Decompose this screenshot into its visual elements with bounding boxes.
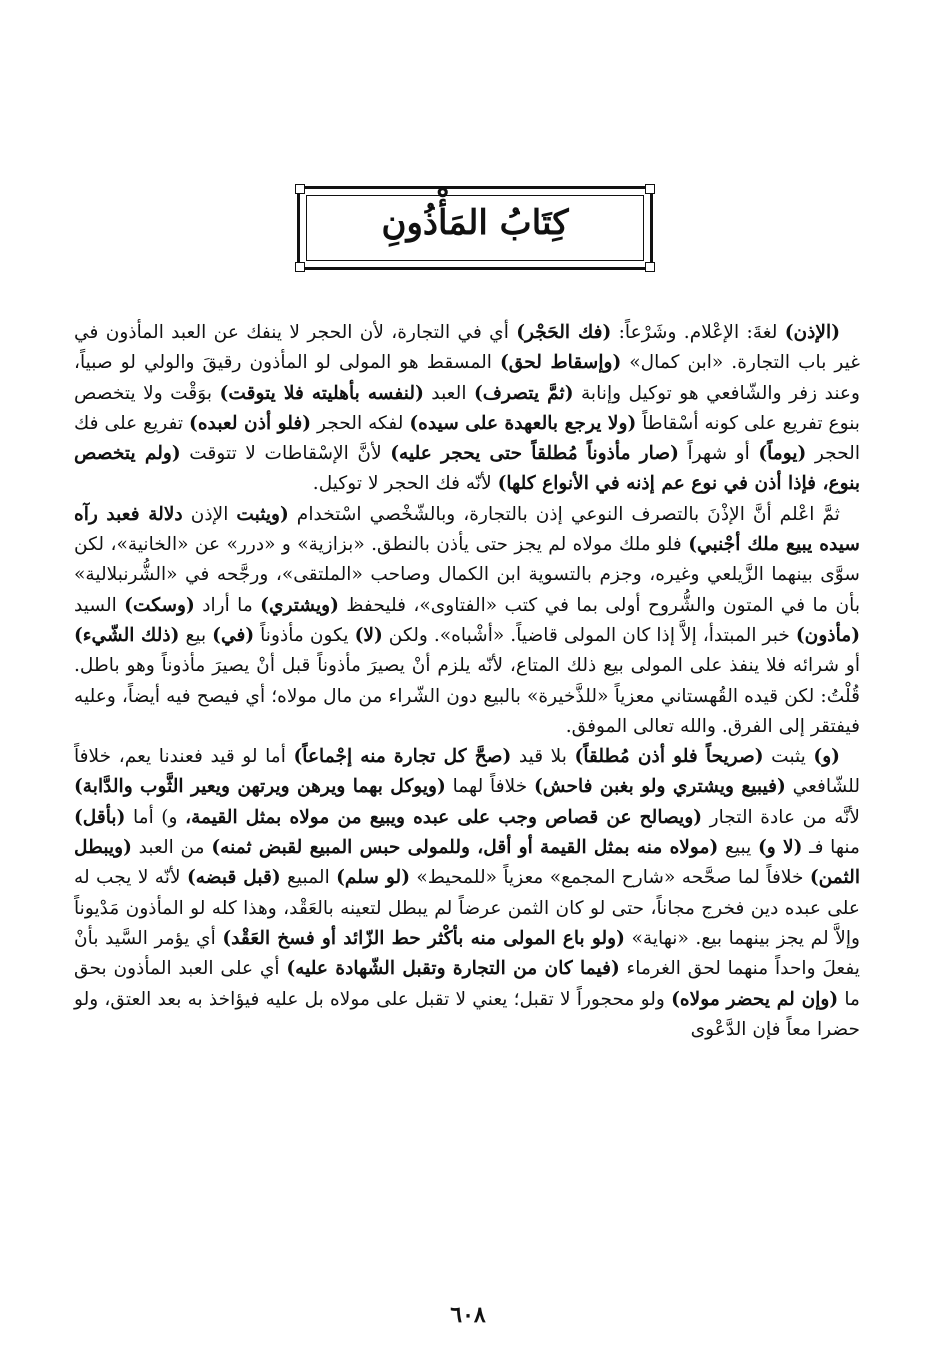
bold-matn-text: (صار مأذوناً مُطلقاً حتى يحجر عليه): [390, 443, 679, 465]
commentary-text: بوَقْت ولا يتخصص بنوع تفريع على كونه أسْقاطاً: [74, 382, 860, 434]
commentary-text: يبيع: [718, 837, 758, 859]
commentary-text: أو شرائه فلا ينفذ على المولى بيع ذلك المتاع، لأنّه يلزم أنْ يصيرَ مأذوناً قبل أنْ يصيرَ مأذوناً وهو باطل. قُلْتُ: لكن قيده القُهستاني معزياً «للذَّخيرة» بالبيع دون الشّراء من مال مولاه؛ أي فيصح فيه أيضاً، وعليه فيفتقر إلى الفرق. والله تعالى الموفق.: [74, 655, 860, 737]
commentary-text: تفريع على فك الحجر: [74, 412, 860, 465]
commentary-text: خلافاً لهما: [445, 776, 534, 798]
bold-matn-text: (لنفسه بأهليته فلا يتوقت): [219, 382, 424, 404]
frame-corner-ornament: [645, 262, 655, 272]
bold-matn-text: (مولاه منه بمثل القيمة أو أقل، وللمولى حبس المبيع لقبض ثمنه): [211, 837, 719, 859]
commentary-text: منها فـ: [802, 837, 860, 859]
commentary-text: أي يؤمر السَّيد بأنْ يفعلَ واحداً منهما لحق الغرماء: [74, 927, 860, 980]
commentary-text: ما أراد: [194, 594, 261, 616]
page-number: ٦٠٨: [450, 1302, 486, 1328]
bold-matn-text: (لا و): [757, 837, 803, 859]
bold-matn-text: (صريحاً فلو أذن مُطلقاً): [574, 746, 764, 768]
bold-matn-text: (لو سلم): [336, 867, 411, 889]
commentary-text: المبيع: [280, 867, 337, 889]
bold-matn-text: (وإسقاط لحق): [499, 352, 622, 374]
commentary-text: من العبد: [131, 837, 212, 859]
commentary-text: يثبت: [763, 746, 814, 768]
chapter-title-frame: [297, 186, 653, 270]
bold-matn-text: (صحَّ كل تجارة منه إجْماعاً): [293, 746, 512, 768]
bold-matn-text: (ولا يرجع بالعهدة على سيده): [409, 412, 637, 434]
commentary-text: خلافاً لما صحَّحه «شارح المجمع» معزياً «للمحيط»: [410, 867, 810, 889]
commentary-text: أي على العبد المأذون بحق ما: [74, 958, 860, 1010]
commentary-text: ثمَّ اعْلم أنَّ الإذْنَ بالتصرف النوعي إذن بالتجارة، وبالشّخْصي اسْتخدام: [288, 503, 840, 525]
commentary-text: بلا قيد: [511, 746, 575, 768]
bold-matn-text: (فك الحَجْر): [516, 322, 612, 343]
paragraph: [74, 742, 860, 1045]
commentary-text: فلو ملك مولاه لم يجز حتى يأذن بالنطق. «بزازية» و «درر» عن «الخانية»، لكن سوَّى بينهما الزَّيلعي وغيره، وجزم بالتسوية ابن الكمال وصاحب «الملتقى»، ورجَّحه في «الشُّرنبلالية» بأن ما في المتون والشُّروح أولى بما في كتب «الفتاوى»، فليحفظ: [74, 534, 860, 616]
commentary-text: خبر المبتدأ، إلاَّ إذا كان المولى قاضياً. «أشْباه». ولكن: [382, 624, 796, 646]
commentary-text: لأنَّه من عادة التجار: [702, 806, 860, 828]
bold-matn-text: (مأذون): [795, 624, 861, 646]
bold-matn-text: (الإذن): [784, 322, 840, 343]
bold-matn-text: (بأقل): [74, 806, 126, 828]
bold-matn-text: (لا): [354, 624, 383, 646]
bold-matn-text: (و): [813, 746, 840, 768]
commentary-text: أي في التجارة، لأن الحجر لا ينفك عن العبد المأذون في غير باب التجارة. «ابن كمال»: [74, 322, 860, 374]
bold-matn-text: (فلو أذن لعبده): [189, 412, 312, 434]
commentary-text: ولو محجوراً لا تقبل؛ يعني لا تقبل على مولاه بل عليه فيؤاخذ به بعد العتق، ولو حضرا معاً فإن الدَّعْوى: [74, 988, 860, 1040]
bold-matn-text: (ويثبت: [236, 503, 289, 525]
commentary-text: لأنَّ الإسْقاطات لا تتوقت: [180, 443, 391, 465]
body-text: [74, 318, 860, 1045]
bold-matn-text: (فيبيع ويشتري ولو بغبن فاحش): [534, 776, 786, 798]
frame-corner-ornament: [295, 262, 305, 272]
commentary-text: لغةَ: الإعْلام. وشَرْعاً:: [611, 322, 785, 343]
bold-matn-text: (فيما كان من التجارة وتقبل الشّهادة عليه): [286, 958, 620, 980]
bold-matn-text: (وسكت): [124, 594, 195, 616]
bold-matn-text: (في): [212, 624, 255, 646]
bold-matn-text: (ثمَّ يتصرف): [473, 382, 574, 404]
bold-matn-text: (وإن لم يحضر مولاه): [671, 988, 839, 1010]
commentary-text: أما لو قيد فعندنا يعم، خلافاً للشّافعي: [74, 746, 861, 798]
paragraph: [74, 318, 860, 500]
bold-matn-text: (قبل قبضه): [186, 867, 281, 889]
commentary-text: بيع: [179, 624, 213, 646]
bold-matn-text: (ويشتري): [260, 594, 339, 616]
commentary-text: المسقط هو المولى لو المأذون رقيقَ والولي لو صبياً، وعند زفر والشّافعي هو توكيل وإنابة: [74, 352, 861, 404]
bold-matn-text: (ويوكل بهما ويرهن ويرتهن ويعير الثَّوب والدَّابة): [74, 776, 446, 798]
bold-matn-text: (ذلك الشّيء): [74, 624, 180, 646]
commentary-text: أو شهراً: [678, 443, 759, 465]
commentary-text: العبد: [423, 382, 474, 404]
bold-matn-text: (ولم يتخصص بنوع، فإذا أذن في نوع عم إذنه في الأنواع كلها): [74, 443, 860, 495]
bold-matn-text: (ويصالح عن قصاص وجب على عبده ويبيع من مولاه بمثل القيمة،: [185, 806, 703, 828]
bold-matn-text: دلالة فعبد رآه سيده يبيع ملك أجْنبي): [74, 503, 860, 556]
commentary-text: و) أما: [125, 806, 186, 828]
commentary-text: الإذن: [182, 503, 237, 525]
commentary-text: لأنّه لا يجب له على عبده دين فخرج مجاناً، حتى لو كان الثمن عرضاً لم يبطل لتعينه بالعَقْد، وهذا كله لو المأذون مَدْيوناً وإلاَّ لم يجز بينهما بيع. «نهاية»: [74, 867, 860, 949]
paragraph: [74, 500, 860, 742]
commentary-text: لأنّه فك الحجر لا توكيل.: [312, 473, 498, 495]
frame-corner-ornament: [295, 184, 305, 194]
bold-matn-text: (ويبطل الثمن): [74, 837, 860, 889]
commentary-text: لفكه الحجر: [311, 412, 410, 434]
frame-corner-ornament: [645, 184, 655, 194]
commentary-text: يكون مأذوناً: [254, 624, 355, 646]
bold-matn-text: (ولو باع المولى منه بأكْثر حط الزّائد أو فسخ العَقْد): [222, 927, 625, 949]
chapter-title: كِتَابُ المَأْذُونِ: [381, 203, 569, 243]
bold-matn-text: (يوماً): [758, 443, 807, 465]
commentary-text: السيد: [74, 594, 125, 616]
